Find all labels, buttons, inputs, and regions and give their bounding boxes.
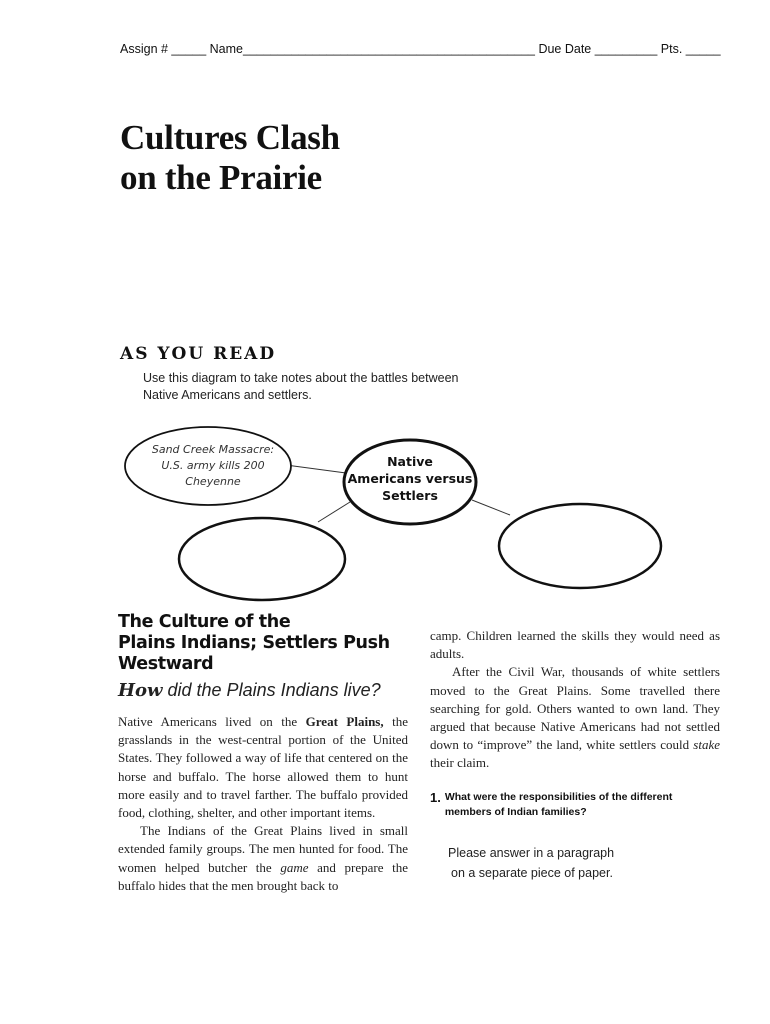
paragraph-3: camp. Children learned the skills they would need as adults. — [430, 628, 720, 662]
answer-text — [448, 843, 614, 883]
p4-italic-term: stake — [693, 737, 720, 753]
empty-bubble-right — [499, 504, 661, 588]
answer-line-2: on a separate piece of paper. — [451, 866, 613, 880]
p1-bold-term: Great Plains, — [305, 714, 384, 729]
diagram-instructions — [143, 370, 523, 404]
instructions-line-1: Use this diagram to take notes about the battles between — [143, 371, 459, 385]
body-column-right — [430, 627, 720, 773]
p2-italic-term: game — [280, 859, 309, 875]
section-title-line-1: The Culture of the — [118, 612, 291, 632]
page-title — [120, 118, 340, 198]
section-title — [118, 612, 408, 675]
sand-creek-note — [138, 442, 288, 490]
paragraph-1 — [118, 713, 408, 822]
title-line-1: Cultures Clash — [120, 118, 340, 157]
question-1 — [430, 790, 730, 820]
p2-text-b: and prepare the buffalo hides that the men brought back to — [118, 859, 408, 893]
title-line-2: on the Prairie — [120, 158, 322, 197]
main-question — [118, 680, 418, 701]
assignment-header — [120, 42, 730, 56]
note-line-2: U.S. army kills 200 — [161, 459, 265, 472]
answer-line-1: Please answer in a paragraph — [448, 846, 615, 860]
note-line-3: Cheyenne — [185, 475, 241, 488]
p1-text-a: Native Americans lived on the — [118, 714, 306, 729]
section-title-line-2: Plains Indians; Settlers Push — [118, 633, 390, 653]
note-line-1: Sand Creek Massacre: — [151, 443, 275, 456]
question-1-number: 1. — [430, 790, 441, 805]
header-text: Assign # _____ Name__________________________________________ Due Date _________ Pts. _____ — [120, 42, 721, 56]
connector-upper-left — [286, 465, 346, 473]
p1-text-b: the grasslands in the west-central portion of the United States. They followed a way of life that centered on the horse and buffalo. The horse allowed them to hunt more easily and to travel farther. The buffalo provided food, clothing, shelter, and other important items. — [118, 714, 409, 821]
instructions-line-2: Native Americans and settlers. — [143, 388, 312, 402]
center-bubble-label — [345, 453, 475, 504]
p4-text-b: their claim. — [430, 755, 490, 771]
center-line-2: Americans versus — [347, 471, 473, 486]
connector-lower-left — [318, 502, 350, 522]
as-you-read-heading: AS YOU READ — [120, 344, 277, 364]
center-line-1: Native — [387, 454, 433, 469]
p4-text-a: After the Civil War, thousands of white settlers moved to the Great Plains. Some travelled there searching for gold. Others wanted to own land. They argued that because Native Americans had not settled down to “improve” the land, white settlers could — [430, 664, 720, 753]
question-rest: did the Plains Indians live? — [162, 680, 381, 700]
paragraph-2 — [118, 822, 408, 895]
connector-right — [472, 500, 510, 515]
body-column-left — [118, 713, 408, 895]
web-diagram — [0, 420, 770, 610]
question-bold-word: How — [118, 680, 163, 701]
center-line-3: Settlers — [382, 488, 438, 503]
empty-bubble-left — [179, 518, 345, 600]
section-title-line-3: Westward — [118, 654, 214, 674]
paragraph-4 — [430, 663, 720, 772]
question-1-text: What were the responsibilities of the different members of Indian families? — [444, 791, 673, 818]
p2-text-a: The Indians of the Great Plains lived in small extended family groups. The men hunted for food. The women helped butcher the — [118, 823, 408, 875]
